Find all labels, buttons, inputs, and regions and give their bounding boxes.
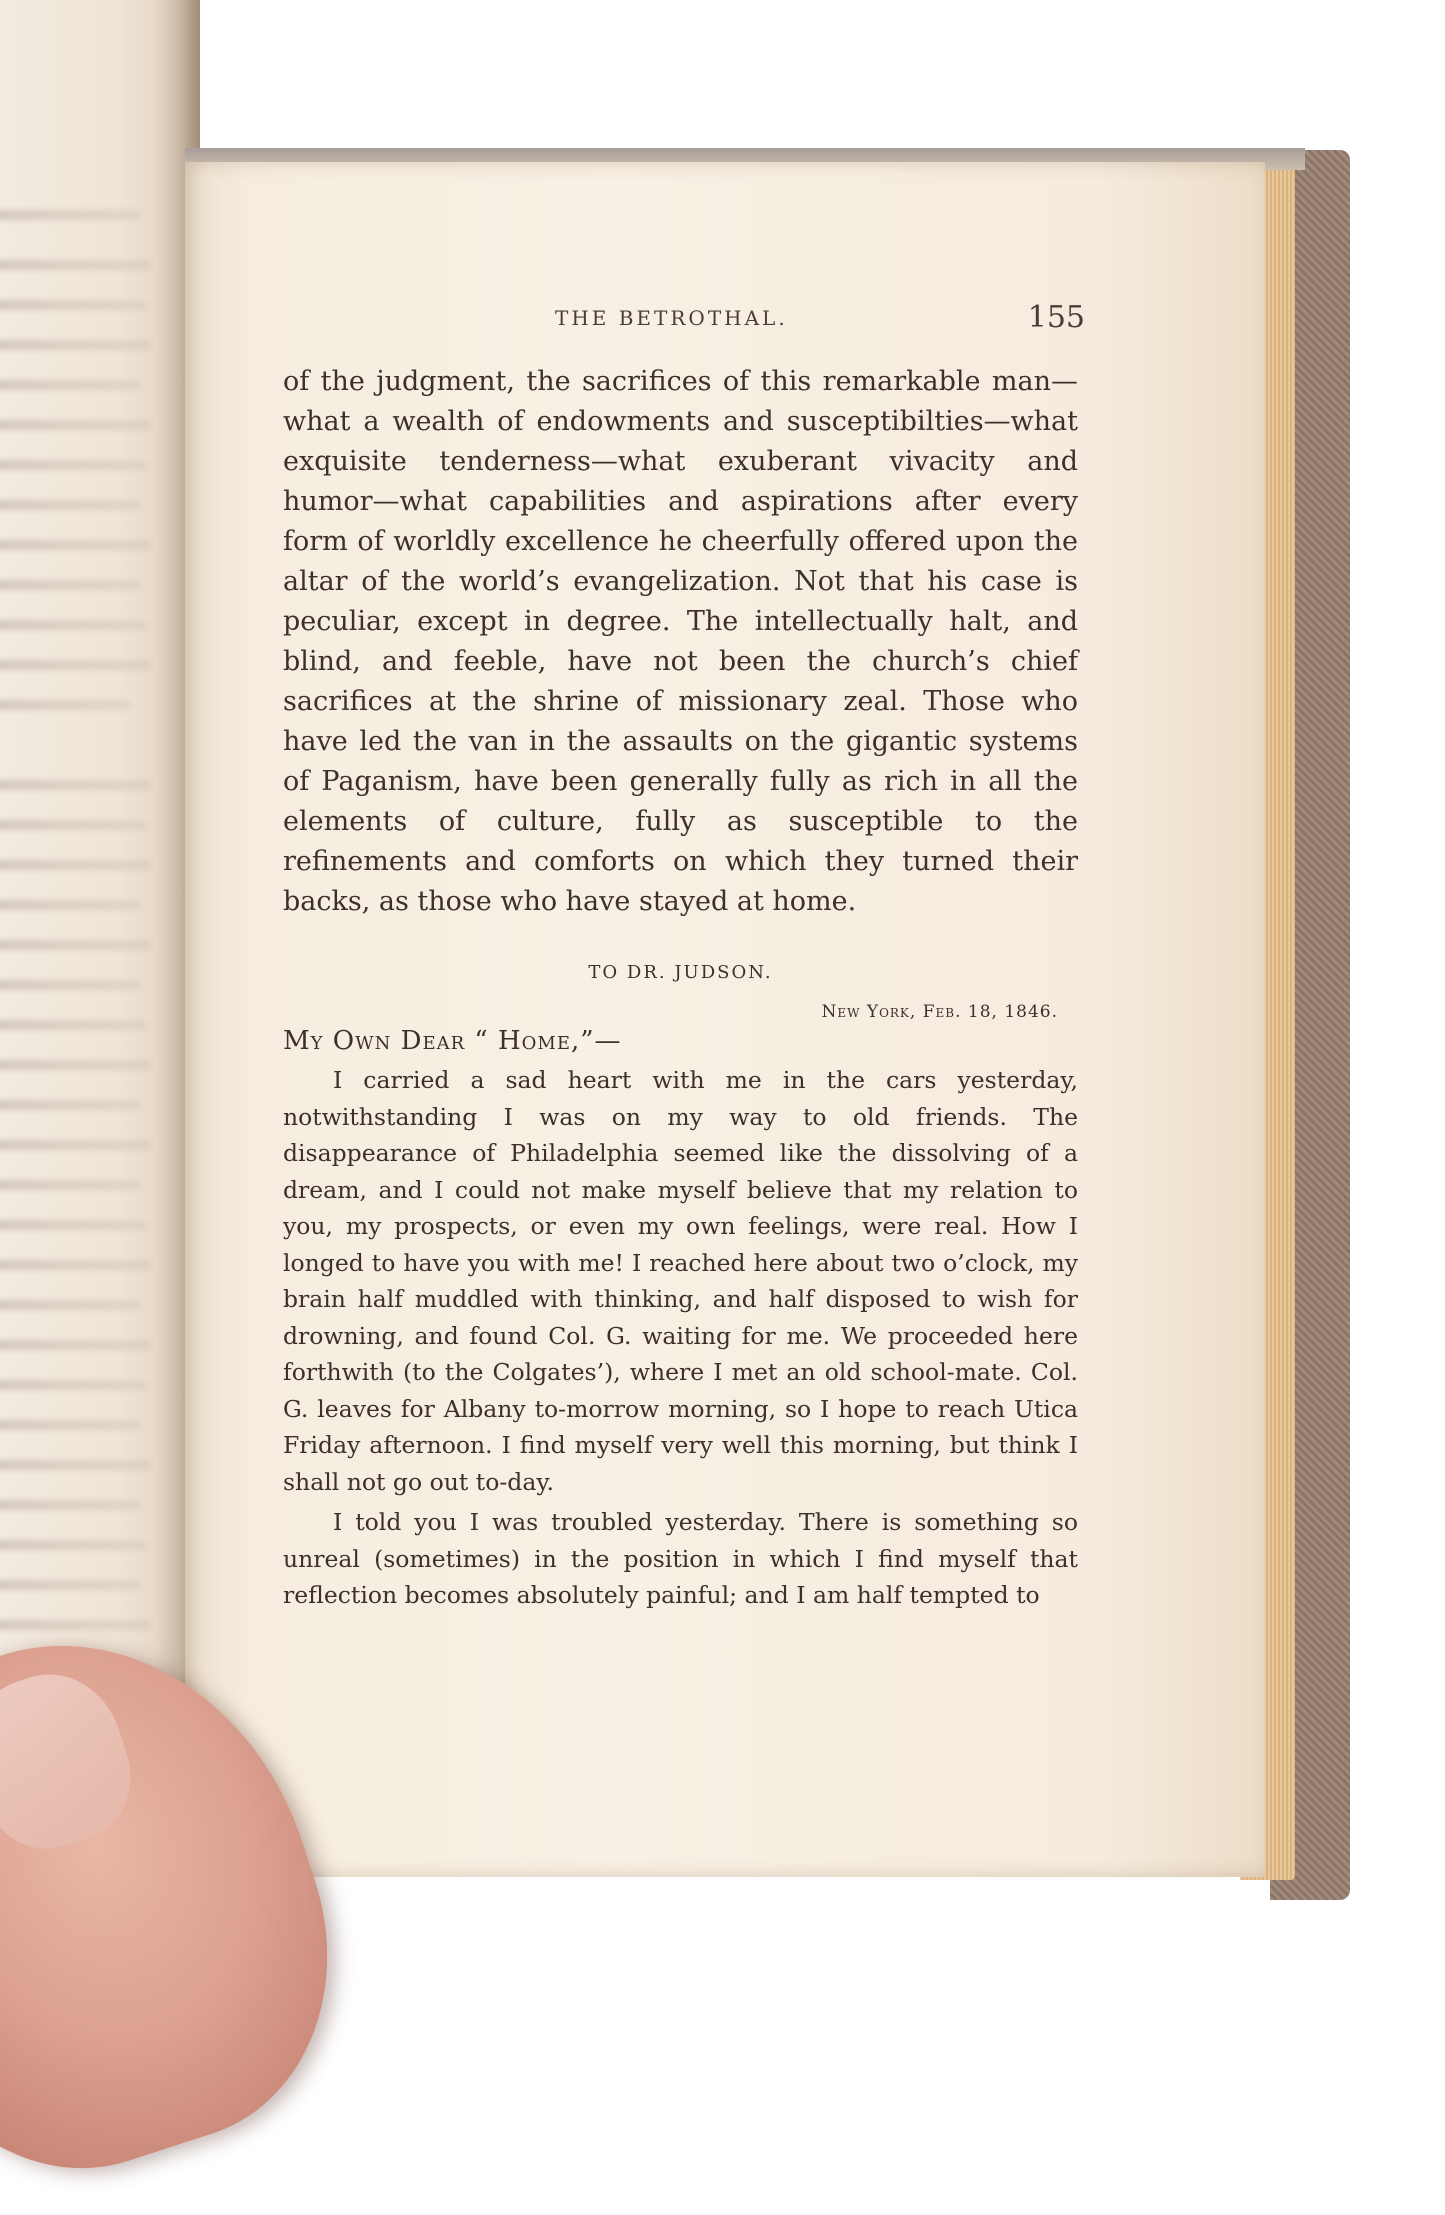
blurred-text-line — [0, 660, 150, 670]
running-title: THE BETROTHAL. — [555, 306, 788, 330]
blurred-text-line — [0, 980, 140, 990]
blurred-text-line — [0, 900, 140, 910]
blurred-text-line — [0, 1180, 140, 1190]
blurred-text-line — [0, 1100, 140, 1110]
blurred-text-line — [0, 1580, 140, 1590]
blurred-text-line — [0, 780, 150, 790]
body-paragraph: of the judgment, the sacrifices of this remarkable man—what a wealth of endowments and susceptibilties—what exquisite tenderness—what exuberant vivacity and humor—what capabilities and aspirations after every form of worldly excellence he cheerfully offered upon the altar of the world’s evangelization. Not that his case is peculiar, except in degree. The intellectually halt, and blind, and feeble, have not been the church’s chief sacrifices at the shrine of missionary zeal. Those who have led the van in the assaults on the gigantic systems of Paganism, have been generally fully as rich in all the elements of culture, fully as susceptible to the refinements and comforts on which they turned their backs, as those who have stayed at home. — [283, 366, 1078, 917]
letter-paragraph-1: I carried a sad heart with me in the cars yesterday, notwithstanding I was on my way to old friends. The disappearance of Philadelphia seemed like the dissolving of a dream, and I could not make myself believe that my relation to you, my prospects, or even my own feelings, were real. How I longed to have you with me! I reached here about two o’clock, my brain half muddled with thinking, and half disposed to wish for drowning, and found Col. G. waiting for me. We proceeded here forthwith (to the Colgates’), where I met an old school-mate. Col. G. leaves for Albany to-morrow morning, so I hope to reach Utica Friday afternoon. I find myself very well this morning, but think I shall not go out to-day. — [283, 1066, 1078, 1496]
blurred-text-line — [0, 300, 145, 310]
blurred-text-line — [0, 1420, 140, 1430]
blurred-text-line — [0, 1260, 150, 1270]
blurred-text-line — [0, 420, 150, 430]
blurred-text-line — [0, 1060, 150, 1070]
blurred-text-line — [0, 540, 150, 550]
blurred-text-line — [0, 620, 145, 630]
blurred-text-line — [0, 580, 140, 590]
page-number: 155 — [1027, 300, 1085, 335]
letter-heading: TO DR. JUDSON. — [588, 962, 773, 983]
thumbnail-nail — [0, 1657, 148, 1865]
blurred-text-line — [0, 1540, 145, 1550]
blurred-text-line — [0, 340, 150, 350]
blurred-text-line — [0, 1460, 150, 1470]
blurred-text-line — [0, 1020, 145, 1030]
blurred-text-line — [0, 380, 140, 390]
blurred-text-line — [0, 940, 150, 950]
blurred-text-line — [0, 210, 140, 220]
blurred-text-line — [0, 500, 140, 510]
running-head — [285, 300, 1085, 340]
blurred-text-line — [0, 860, 150, 870]
blurred-text-line — [0, 1620, 150, 1630]
blurred-text-line — [0, 1140, 150, 1150]
page-text — [283, 362, 1078, 1609]
blurred-text-line — [0, 1380, 145, 1390]
blurred-text-line — [0, 260, 150, 270]
letter-body — [283, 1062, 1078, 1614]
letter-place-date: New York, Feb. 18, 1846. — [821, 1002, 1058, 1022]
blurred-text-line — [0, 1340, 150, 1350]
blurred-text-line — [0, 1220, 145, 1230]
blurred-text-line — [0, 820, 145, 830]
blurred-text-line — [0, 700, 130, 710]
letter-salutation: My Own Dear “ Home,”— — [283, 1026, 622, 1056]
letter-paragraph-2: I told you I was troubled yesterday. There is something so unreal (sometimes) in the position in which I find myself that reflection becomes absolutely painful; and I am half tempted to — [283, 1508, 1078, 1609]
blurred-text-line — [0, 460, 145, 470]
left-facing-page — [0, 0, 200, 1860]
blurred-text-line — [0, 1500, 140, 1510]
blurred-text-line — [0, 1300, 140, 1310]
